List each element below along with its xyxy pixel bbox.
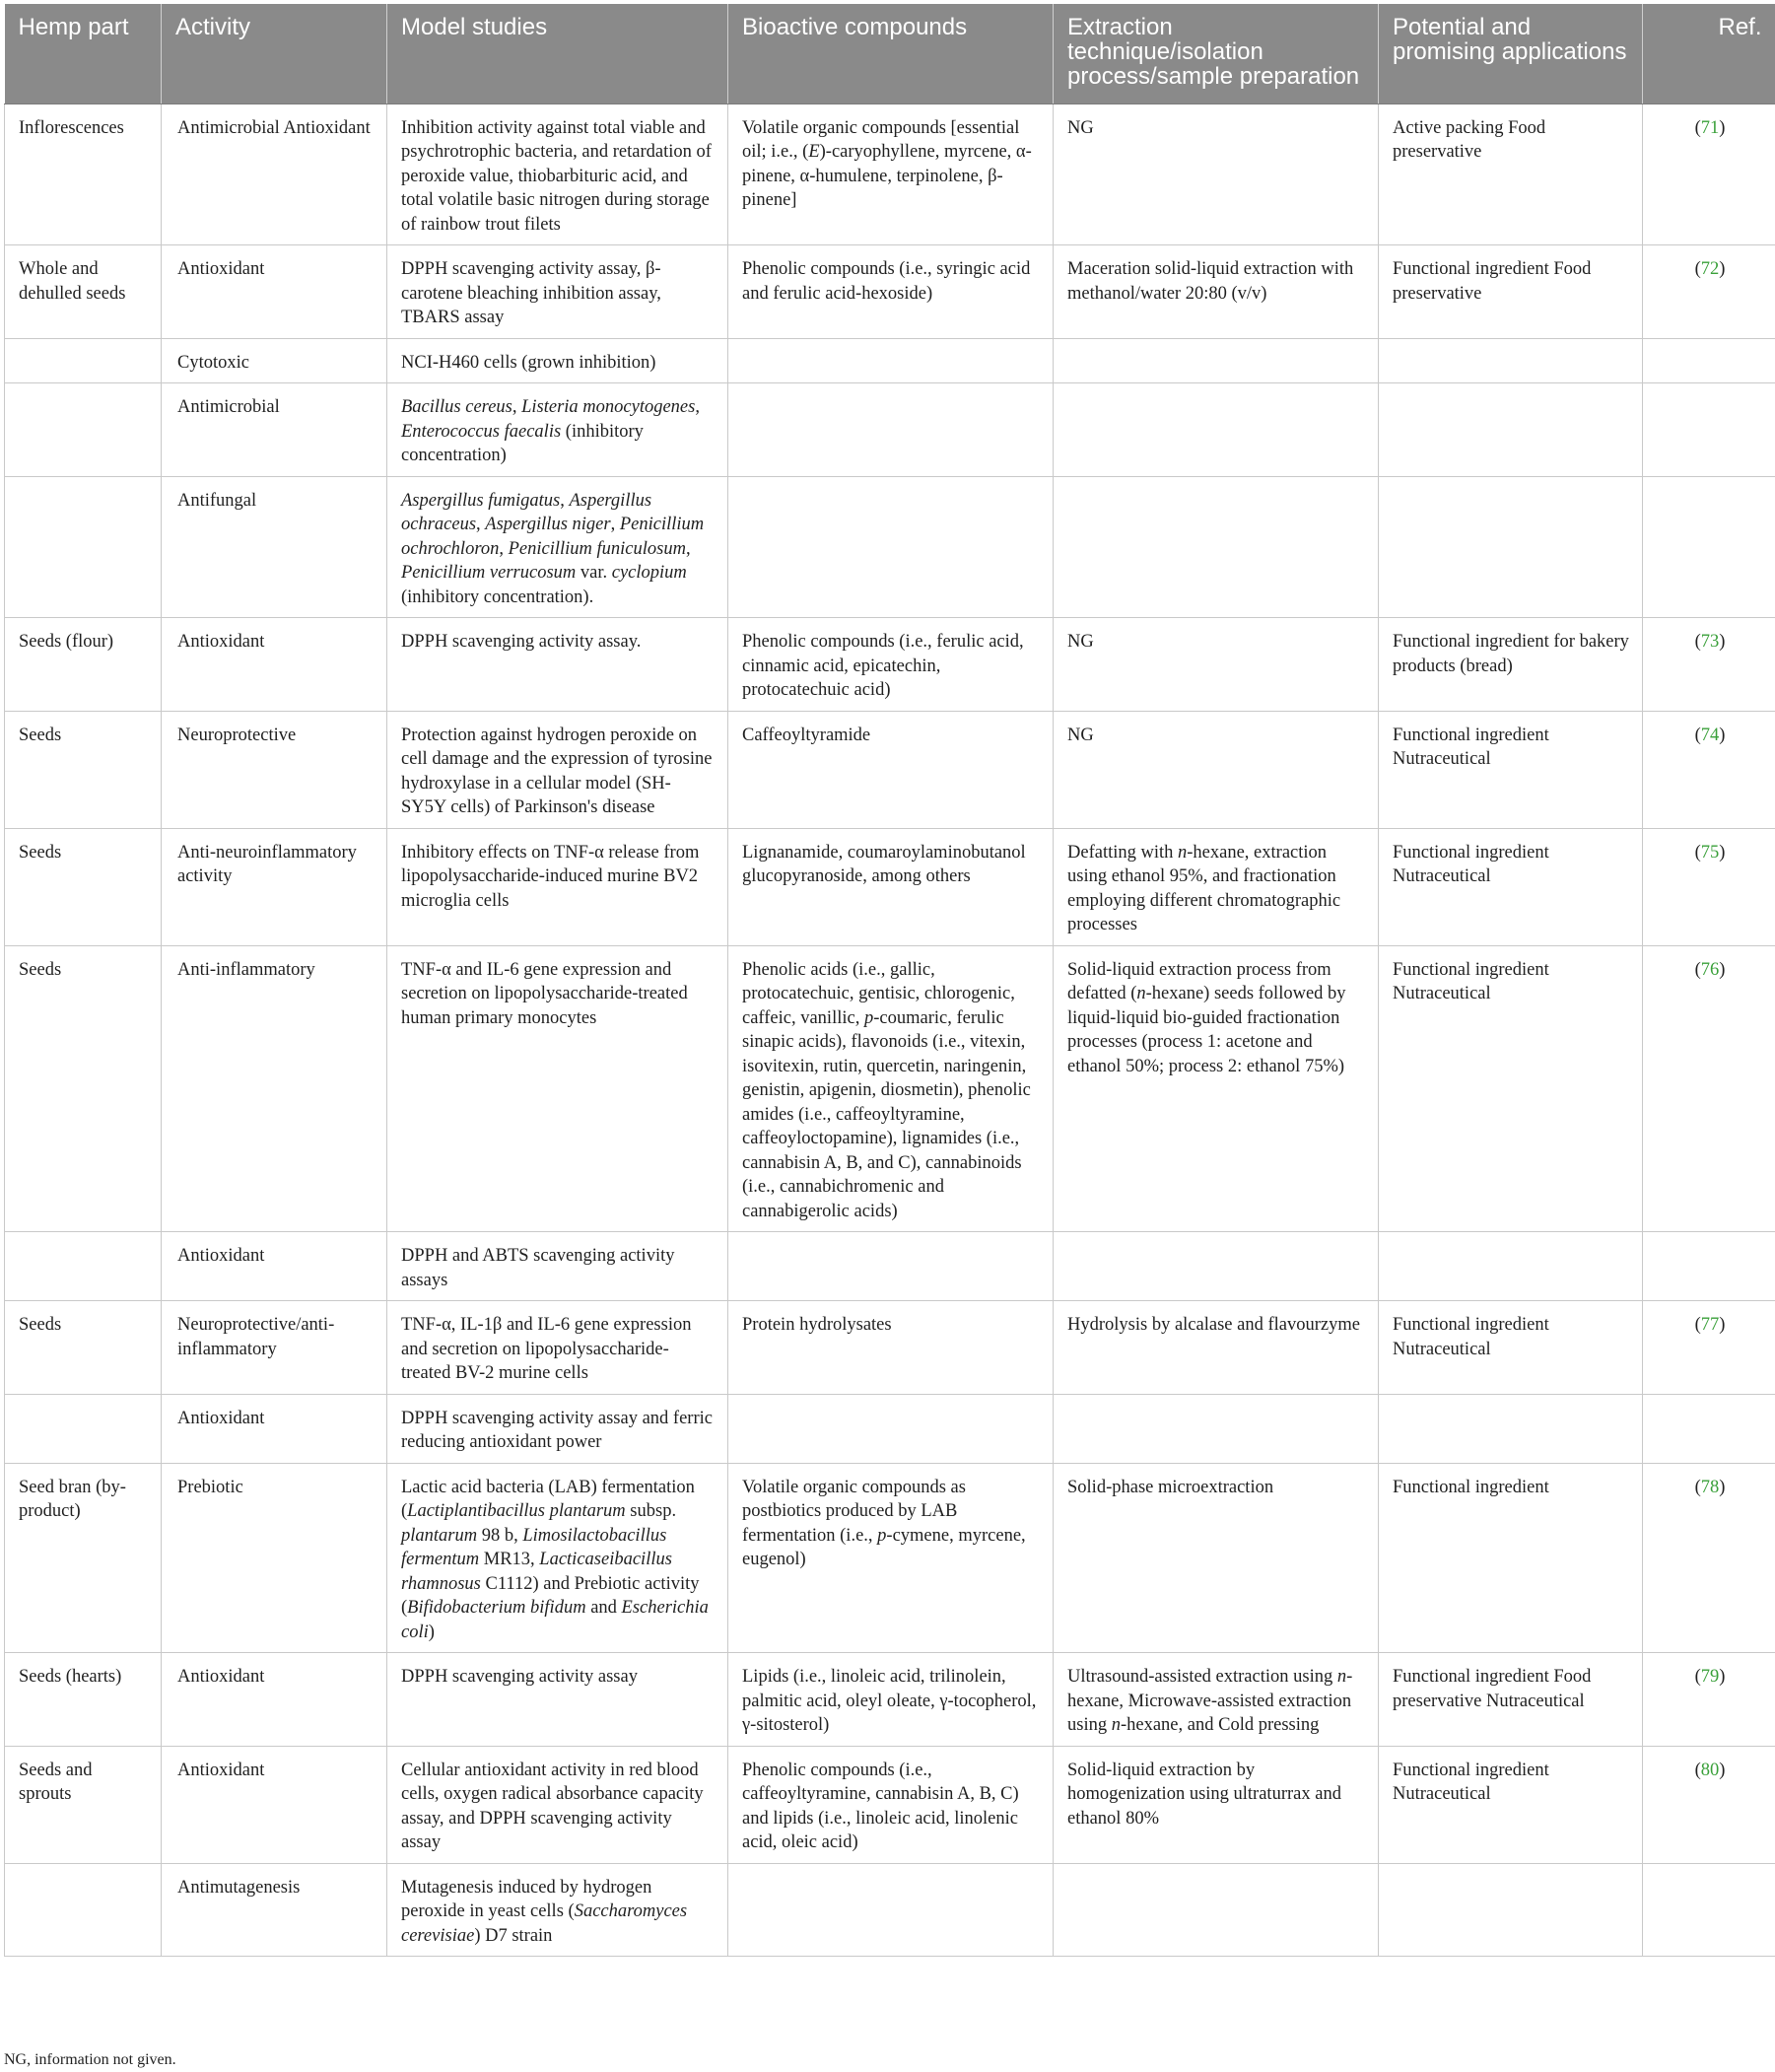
cell-applications	[1379, 476, 1643, 618]
cell-hemp-part: Seeds and sprouts	[5, 1746, 162, 1863]
cell-activity: Prebiotic	[162, 1463, 387, 1653]
cell-model-studies: DPPH scavenging activity assay, β-carotene bleaching inhibition assay, TBARS assay	[387, 245, 728, 339]
cell-activity: Antioxidant	[162, 1653, 387, 1747]
cell-extraction	[1054, 1232, 1379, 1301]
cell-ref[interactable]: (80)	[1643, 1746, 1775, 1863]
cell-extraction: NG	[1054, 711, 1379, 828]
cell-hemp-part	[5, 383, 162, 477]
cell-bioactive-compounds: Phenolic compounds (i.e., syringic acid and ferulic acid-hexoside)	[728, 245, 1054, 339]
cell-model-studies: TNF-α and IL-6 gene expression and secretion on lipopolysaccharide-treated human primary monocytes	[387, 945, 728, 1232]
cell-bioactive-compounds	[728, 1394, 1054, 1463]
table-row	[5, 1463, 1775, 1653]
cell-activity: Neuroprotective	[162, 711, 387, 828]
cell-applications: Functional ingredient Food preservative Nutraceutical	[1379, 1653, 1643, 1747]
cell-model-studies: Inhibition activity against total viable and psychrotrophic bacteria, and retardation of peroxide value, thiobarbituric acid, and total volatile basic nitrogen during storage of rainbow trout filets	[387, 104, 728, 245]
cell-activity: Neuroprotective/anti-inflammatory	[162, 1301, 387, 1395]
cell-ref	[1643, 1232, 1775, 1301]
cell-extraction: Solid-liquid extraction process from defatted (n-hexane) seeds followed by liquid-liquid bio-guided fractionation processes (process 1: acetone and ethanol 50%; process 2: ethanol 75%)	[1054, 945, 1379, 1232]
cell-ref[interactable]: (71)	[1643, 104, 1775, 245]
table-row	[5, 1394, 1775, 1463]
table-row	[5, 245, 1775, 339]
cell-applications	[1379, 1232, 1643, 1301]
hemp-bioactivity-table	[4, 4, 1775, 1957]
cell-applications: Active packing Food preservative	[1379, 104, 1643, 245]
cell-model-studies: Mutagenesis induced by hydrogen peroxide in yeast cells (Saccharomyces cerevisiae) D7 strain	[387, 1863, 728, 1957]
cell-hemp-part: Inflorescences	[5, 104, 162, 245]
cell-applications: Functional ingredient Nutraceutical	[1379, 945, 1643, 1232]
header-hemp-part: Hemp part	[5, 4, 162, 104]
header-applications: Potential and promising applications	[1379, 4, 1643, 104]
table-row	[5, 383, 1775, 477]
cell-activity: Antifungal	[162, 476, 387, 618]
cell-bioactive-compounds	[728, 338, 1054, 383]
cell-activity: Cytotoxic	[162, 338, 387, 383]
cell-ref	[1643, 1863, 1775, 1957]
cell-applications: Functional ingredient Food preservative	[1379, 245, 1643, 339]
header-extraction: Extraction technique/isolation process/sample preparation	[1054, 4, 1379, 104]
cell-hemp-part: Seeds	[5, 711, 162, 828]
cell-model-studies: DPPH and ABTS scavenging activity assays	[387, 1232, 728, 1301]
cell-extraction	[1054, 383, 1379, 477]
cell-hemp-part	[5, 1232, 162, 1301]
cell-bioactive-compounds: Lignanamide, coumaroylaminobutanol glucopyranoside, among others	[728, 828, 1054, 945]
cell-ref[interactable]: (79)	[1643, 1653, 1775, 1747]
cell-ref	[1643, 383, 1775, 477]
cell-applications	[1379, 338, 1643, 383]
table-row	[5, 1232, 1775, 1301]
cell-bioactive-compounds	[728, 1232, 1054, 1301]
cell-activity: Anti-inflammatory	[162, 945, 387, 1232]
header-activity: Activity	[162, 4, 387, 104]
table-header-row	[5, 4, 1775, 104]
table-row	[5, 476, 1775, 618]
cell-activity: Anti-neuroinflammatory activity	[162, 828, 387, 945]
cell-extraction	[1054, 476, 1379, 618]
cell-hemp-part: Seeds (hearts)	[5, 1653, 162, 1747]
cell-model-studies: Aspergillus fumigatus, Aspergillus ochraceus, Aspergillus niger, Penicillium ochrochloron, Penicillium funiculosum, Penicillium verrucosum var. cyclopium (inhibitory concentration).	[387, 476, 728, 618]
cell-bioactive-compounds: Phenolic acids (i.e., gallic, protocatechuic, gentisic, chlorogenic, caffeic, vanillic, p-coumaric, ferulic sinapic acids), flavonoids (i.e., vitexin, isovitexin, rutin, quercetin, naringenin, genistin, apigenin, diosmetin), phenolic amides (i.e., caffeoyltyramine, caffeoyloctopamine), lignamides (i.e., cannabisin A, B, and C), cannabinoids (i.e., cannabichromenic and cannabigerolic acids)	[728, 945, 1054, 1232]
cell-hemp-part: Whole and dehulled seeds	[5, 245, 162, 339]
cell-ref	[1643, 338, 1775, 383]
header-bioactive-compounds: Bioactive compounds	[728, 4, 1054, 104]
cell-applications	[1379, 1394, 1643, 1463]
table-row	[5, 104, 1775, 245]
cell-hemp-part: Seeds	[5, 945, 162, 1232]
cell-ref[interactable]: (72)	[1643, 245, 1775, 339]
cell-bioactive-compounds: Protein hydrolysates	[728, 1301, 1054, 1395]
cell-bioactive-compounds	[728, 1863, 1054, 1957]
cell-extraction	[1054, 1863, 1379, 1957]
cell-ref[interactable]: (77)	[1643, 1301, 1775, 1395]
cell-ref[interactable]: (73)	[1643, 618, 1775, 712]
cell-hemp-part: Seeds (flour)	[5, 618, 162, 712]
cell-extraction: Hydrolysis by alcalase and flavourzyme	[1054, 1301, 1379, 1395]
cell-extraction: Ultrasound-assisted extraction using n-hexane, Microwave-assisted extraction using n-hexane, and Cold pressing	[1054, 1653, 1379, 1747]
cell-applications	[1379, 383, 1643, 477]
cell-bioactive-compounds: Phenolic compounds (i.e., caffeoyltyramine, cannabisin A, B, C) and lipids (i.e., linoleic acid, linolenic acid, oleic acid)	[728, 1746, 1054, 1863]
table-row	[5, 1653, 1775, 1747]
cell-bioactive-compounds: Phenolic compounds (i.e., ferulic acid, cinnamic acid, epicatechin, protocatechuic acid)	[728, 618, 1054, 712]
cell-model-studies: DPPH scavenging activity assay.	[387, 618, 728, 712]
cell-extraction: NG	[1054, 618, 1379, 712]
header-model-studies: Model studies	[387, 4, 728, 104]
cell-activity: Antimicrobial	[162, 383, 387, 477]
cell-activity: Antimicrobial Antioxidant	[162, 104, 387, 245]
cell-ref	[1643, 476, 1775, 618]
footnote: NG, information not given.	[4, 2051, 176, 2068]
cell-ref[interactable]: (78)	[1643, 1463, 1775, 1653]
cell-hemp-part	[5, 338, 162, 383]
table-body	[5, 104, 1775, 1957]
table-row	[5, 618, 1775, 712]
table-row	[5, 1863, 1775, 1957]
cell-hemp-part	[5, 1863, 162, 1957]
cell-extraction: Defatting with n-hexane, extraction using ethanol 95%, and fractionation employing different chromatographic processes	[1054, 828, 1379, 945]
cell-activity: Antioxidant	[162, 1232, 387, 1301]
cell-extraction: Solid-phase microextraction	[1054, 1463, 1379, 1653]
cell-activity: Antioxidant	[162, 1746, 387, 1863]
cell-model-studies: TNF-α, IL-1β and IL-6 gene expression and secretion on lipopolysaccharide-treated BV-2 murine cells	[387, 1301, 728, 1395]
cell-bioactive-compounds	[728, 476, 1054, 618]
cell-hemp-part: Seed bran (by-product)	[5, 1463, 162, 1653]
cell-bioactive-compounds: Lipids (i.e., linoleic acid, trilinolein, palmitic acid, oleyl oleate, γ-tocopherol, γ-sitosterol)	[728, 1653, 1054, 1747]
table-row	[5, 338, 1775, 383]
table-row	[5, 828, 1775, 945]
cell-applications: Functional ingredient Nutraceutical	[1379, 711, 1643, 828]
cell-applications	[1379, 1863, 1643, 1957]
cell-activity: Antioxidant	[162, 245, 387, 339]
table-row	[5, 1301, 1775, 1395]
cell-applications: Functional ingredient	[1379, 1463, 1643, 1653]
cell-model-studies: Inhibitory effects on TNF-α release from lipopolysaccharide-induced murine BV2 microglia cells	[387, 828, 728, 945]
cell-applications: Functional ingredient for bakery products (bread)	[1379, 618, 1643, 712]
cell-ref[interactable]: (76)	[1643, 945, 1775, 1232]
cell-model-studies: DPPH scavenging activity assay and ferric reducing antioxidant power	[387, 1394, 728, 1463]
cell-model-studies: Lactic acid bacteria (LAB) fermentation (Lactiplantibacillus plantarum subsp. plantarum 98 b, Limosilactobacillus fermentum MR13, Lacticaseibacillus rhamnosus C1112) and Prebiotic activity (Bifidobacterium bifidum and Escherichia coli)	[387, 1463, 728, 1653]
table-container	[4, 4, 1775, 1957]
cell-hemp-part: Seeds	[5, 828, 162, 945]
cell-bioactive-compounds: Caffeoyltyramide	[728, 711, 1054, 828]
cell-activity: Antioxidant	[162, 618, 387, 712]
cell-applications: Functional ingredient Nutraceutical	[1379, 1301, 1643, 1395]
cell-ref[interactable]: (74)	[1643, 711, 1775, 828]
cell-hemp-part	[5, 476, 162, 618]
cell-bioactive-compounds: Volatile organic compounds as postbiotics produced by LAB fermentation (i.e., p-cymene, myrcene, eugenol)	[728, 1463, 1054, 1653]
cell-hemp-part	[5, 1394, 162, 1463]
cell-model-studies: Cellular antioxidant activity in red blood cells, oxygen radical absorbance capacity assay, and DPPH scavenging activity assay	[387, 1746, 728, 1863]
cell-hemp-part: Seeds	[5, 1301, 162, 1395]
cell-activity: Antioxidant	[162, 1394, 387, 1463]
cell-applications: Functional ingredient Nutraceutical	[1379, 1746, 1643, 1863]
cell-extraction: Maceration solid-liquid extraction with methanol/water 20:80 (v/v)	[1054, 245, 1379, 339]
cell-extraction	[1054, 1394, 1379, 1463]
cell-extraction: Solid-liquid extraction by homogenization using ultraturrax and ethanol 80%	[1054, 1746, 1379, 1863]
cell-bioactive-compounds	[728, 383, 1054, 477]
cell-model-studies: Protection against hydrogen peroxide on cell damage and the expression of tyrosine hydroxylase in a cellular model (SH-SY5Y cells) of Parkinson's disease	[387, 711, 728, 828]
cell-model-studies: DPPH scavenging activity assay	[387, 1653, 728, 1747]
cell-model-studies: Bacillus cereus, Listeria monocytogenes, Enterococcus faecalis (inhibitory concentration)	[387, 383, 728, 477]
table-row	[5, 1746, 1775, 1863]
cell-ref[interactable]: (75)	[1643, 828, 1775, 945]
cell-ref	[1643, 1394, 1775, 1463]
cell-extraction: NG	[1054, 104, 1379, 245]
header-ref: Ref.	[1643, 4, 1775, 104]
cell-applications: Functional ingredient Nutraceutical	[1379, 828, 1643, 945]
cell-bioactive-compounds: Volatile organic compounds [essential oil; i.e., (E)-caryophyllene, myrcene, α-pinene, α-humulene, terpinolene, β-pinene]	[728, 104, 1054, 245]
cell-extraction	[1054, 338, 1379, 383]
cell-model-studies: NCI-H460 cells (grown inhibition)	[387, 338, 728, 383]
cell-activity: Antimutagenesis	[162, 1863, 387, 1957]
table-row	[5, 945, 1775, 1232]
table-row	[5, 711, 1775, 828]
